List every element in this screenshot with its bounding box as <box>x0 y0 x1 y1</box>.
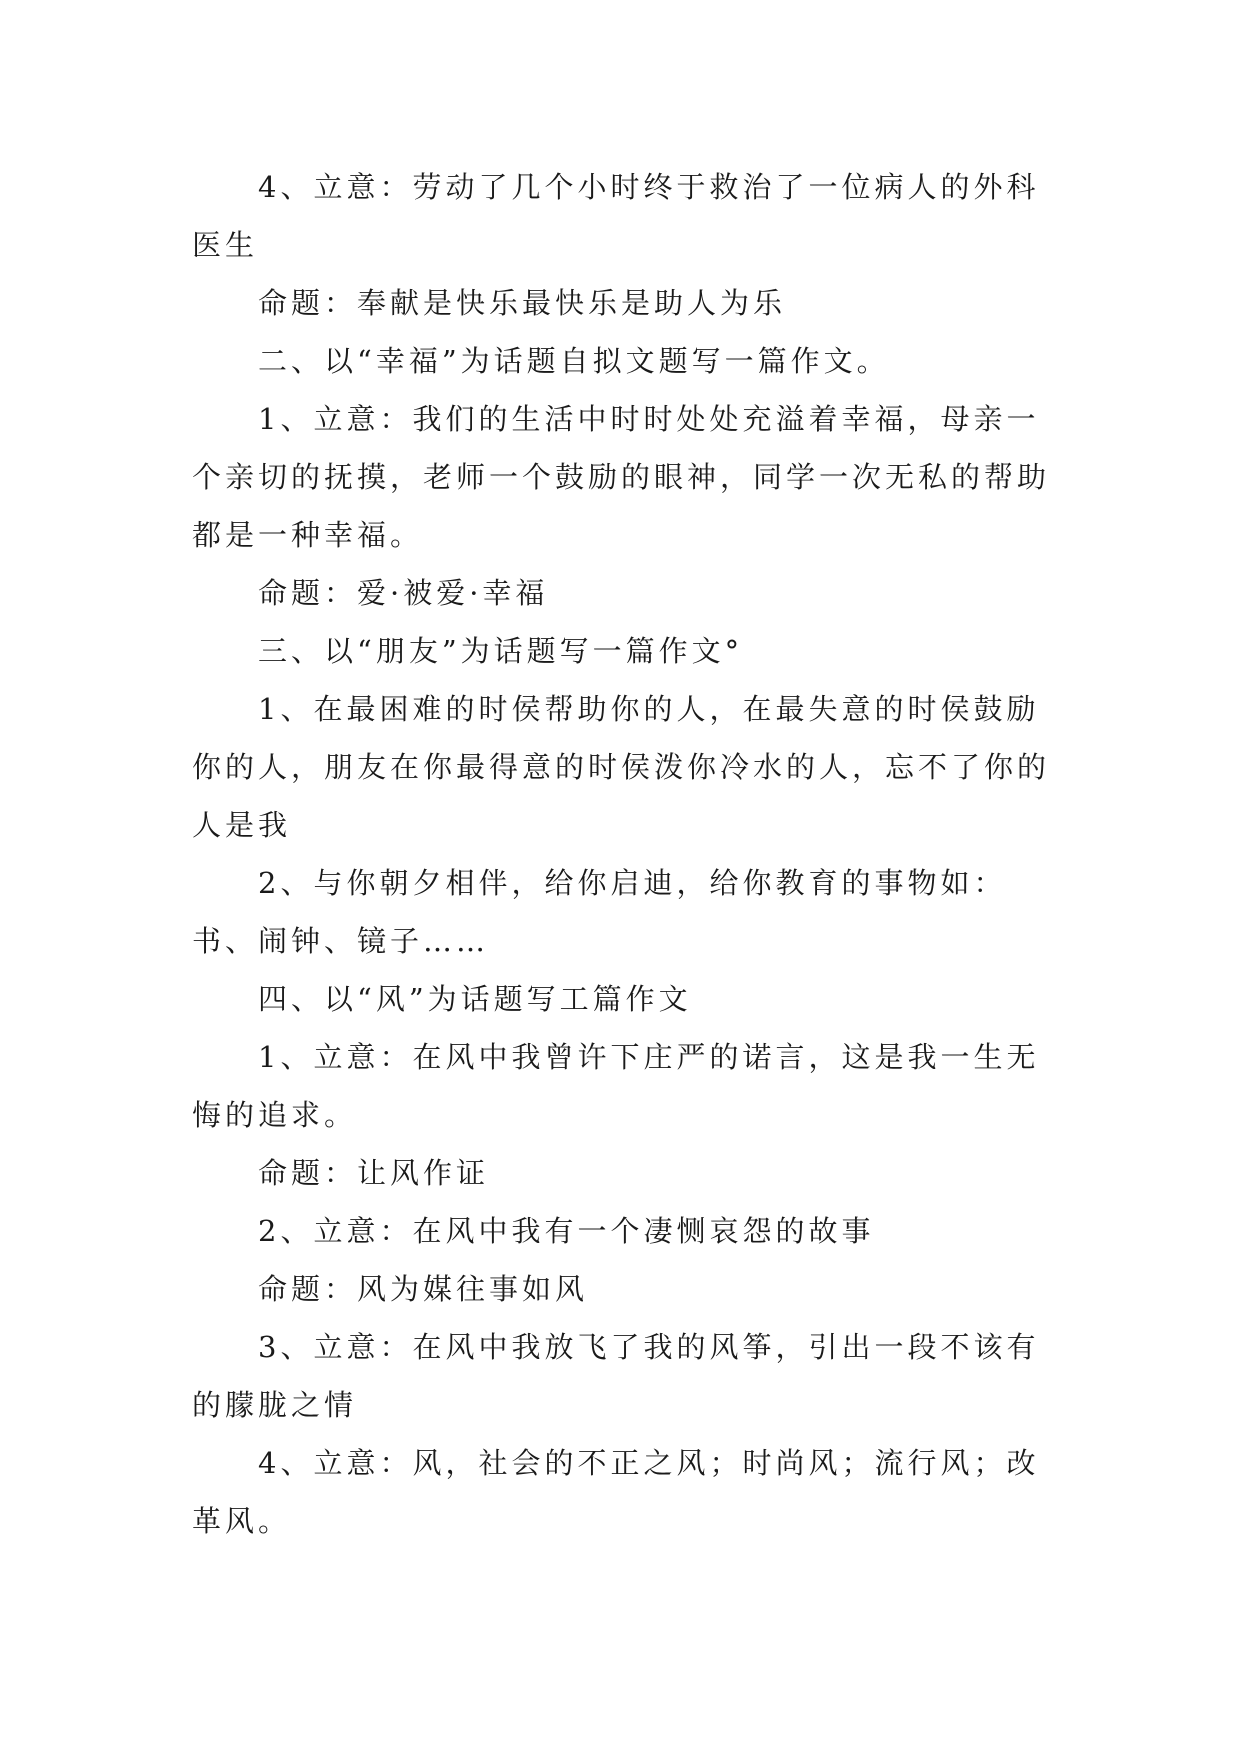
paragraph-wind-topic: 四、以“风”为话题写工篇作文 <box>258 982 692 1016</box>
paragraph-wind-idea-1: 1、立意：在风中我曾许下庄严的诺言，这是我一生无悔的追求。 <box>192 1040 1040 1132</box>
paragraph-wind-title-2: 命题：风为媒往事如风 <box>258 1272 589 1306</box>
document-body <box>192 158 1062 1550</box>
paragraph-wind-idea-4: 4、立意：风，社会的不正之风；时尚风；流行风；改革风。 <box>192 1446 1040 1538</box>
paragraph-friend-idea-1: 1、在最困难的时侯帮助你的人，在最失意的时侯鼓励你的人，朋友在你最得意的时侯泼你冷水的人，忘不了你的人是我 <box>192 692 1051 842</box>
paragraph-wind-title-1: 命题：让风作证 <box>258 1156 490 1190</box>
paragraph-dedication-title: 命题：奉献是快乐最快乐是助人为乐 <box>258 286 787 320</box>
paragraph-friend-idea-2: 2、与你朝夕相伴，给你启迪，给你教育的事物如：书、闹钟、镜子…… <box>192 866 1007 958</box>
paragraph-happiness-topic: 二、以“幸福”为话题自拟文题写一篇作文。 <box>258 344 890 378</box>
paragraph-friend-topic: 三、以“朋友”为话题写一篇作文° <box>258 634 744 668</box>
paragraph-happiness-title: 命题：爱·被爱·幸福 <box>258 576 549 610</box>
paragraph-wind-idea-2: 2、立意：在风中我有一个凄恻哀怨的故事 <box>258 1214 875 1248</box>
paragraph-surgeon-idea: 4、立意：劳动了几个小时终于救治了一位病人的外科医生 <box>192 170 1040 262</box>
paragraph-happiness-idea: 1、立意：我们的生活中时时处处充溢着幸福，母亲一个亲切的抚摸，老师一个鼓励的眼神，同学一次无私的帮助都是一种幸福。 <box>192 402 1051 552</box>
paragraph-wind-idea-3: 3、立意：在风中我放飞了我的风筝，引出一段不该有的朦胧之情 <box>192 1330 1040 1422</box>
